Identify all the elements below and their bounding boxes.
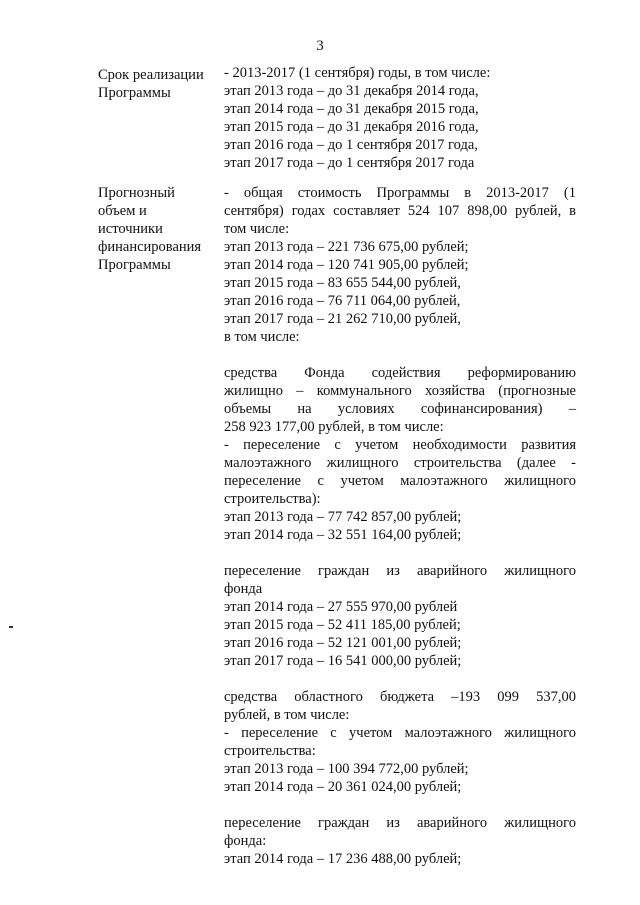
paragraph-gap — [224, 796, 576, 814]
text-line: фонда — [224, 581, 263, 597]
text-line: переселение граждан из аварийного жилищного — [224, 563, 576, 579]
text-line: этап 2014 года – 32 551 164,00 рублей; — [224, 527, 462, 543]
text-line: этап 2015 года – 83 655 544,00 рублей, — [224, 275, 461, 291]
text-line: строительства): — [224, 491, 321, 507]
text-line: этап 2013 года – 221 736 675,00 рублей; — [224, 239, 469, 255]
text-line: этап 2014 года – 120 741 905,00 рублей; — [224, 257, 469, 273]
margin-mark — [9, 626, 13, 628]
text-line: - переселение с учетом малоэтажного жилищного — [224, 725, 576, 741]
page-number: 3 — [316, 38, 324, 54]
paragraph-gap — [224, 670, 576, 688]
text-line: этап 2015 года – до 31 декабря 2016 года, — [224, 119, 479, 135]
text-line: переселение с учетом малоэтажного жилищного — [224, 473, 576, 489]
text-line: том числе: — [224, 221, 290, 237]
text-line: сентября) годах составляет 524 107 898,00 рублей, в — [224, 203, 576, 219]
text-line: строительства: — [224, 743, 316, 759]
text-line: 258 923 177,00 рублей, в том числе: — [224, 419, 444, 435]
text-line: этап 2017 года – 21 262 710,00 рублей, — [224, 311, 461, 327]
section-label-financing — [98, 184, 216, 274]
text-line: - 2013-2017 (1 сентября) годы, в том числе: — [224, 65, 491, 81]
text-line: этап 2017 года – до 1 сентября 2017 года — [224, 155, 475, 171]
text-line: этап 2013 года – 100 394 772,00 рублей; — [224, 761, 469, 777]
text-line: этап 2015 года – 52 411 185,00 рублей; — [224, 617, 461, 633]
label-line: финансирования — [98, 239, 202, 255]
text-line: жилищно – коммунального хозяйства (прогнозные — [224, 383, 576, 399]
text-line: этап 2013 года – 77 742 857,00 рублей; — [224, 509, 462, 525]
text-line: средства Фонда содействия реформированию — [224, 365, 576, 381]
text-line: этап 2014 года – до 31 декабря 2015 года, — [224, 101, 479, 117]
text-line: рублей, в том числе: — [224, 707, 350, 723]
label-line: объем и — [98, 203, 147, 219]
text-line: этап 2014 года – 27 555 970,00 рублей — [224, 599, 458, 615]
text-line: объемы на условиях софинансирования) – — [224, 401, 576, 417]
paragraph-gap — [224, 346, 576, 364]
text-line: этап 2016 года – до 1 сентября 2017 года, — [224, 137, 478, 153]
section-label-term — [98, 66, 216, 102]
section-content-term — [224, 64, 576, 172]
text-line: малоэтажного жилищного строительства (далее - — [224, 455, 576, 471]
text-line: этап 2017 года – 16 541 000,00 рублей; — [224, 653, 462, 669]
text-line: этап 2013 года – до 31 декабря 2014 года, — [224, 83, 479, 99]
label-line: Программы — [98, 85, 171, 101]
text-line: переселение граждан из аварийного жилищного — [224, 815, 576, 831]
label-line: Программы — [98, 257, 171, 273]
text-line: средства областного бюджета –193 099 537,00 — [224, 689, 576, 705]
label-line: источники — [98, 221, 163, 237]
text-line: фонда: — [224, 833, 267, 849]
section-content-financing — [224, 184, 576, 868]
text-line: этап 2016 года – 52 121 001,00 рублей; — [224, 635, 462, 651]
label-line: Срок реализации — [98, 67, 204, 83]
text-line: этап 2014 года – 20 361 024,00 рублей; — [224, 779, 462, 795]
label-line: Прогнозный — [98, 185, 175, 201]
text-line: в том числе: — [224, 329, 300, 345]
text-line: - общая стоимость Программы в 2013-2017 (1 — [224, 185, 576, 201]
paragraph-gap — [224, 544, 576, 562]
text-line: - переселение с учетом необходимости развития — [224, 437, 576, 453]
text-line: этап 2014 года – 17 236 488,00 рублей; — [224, 851, 462, 867]
text-line: этап 2016 года – 76 711 064,00 рублей, — [224, 293, 461, 309]
